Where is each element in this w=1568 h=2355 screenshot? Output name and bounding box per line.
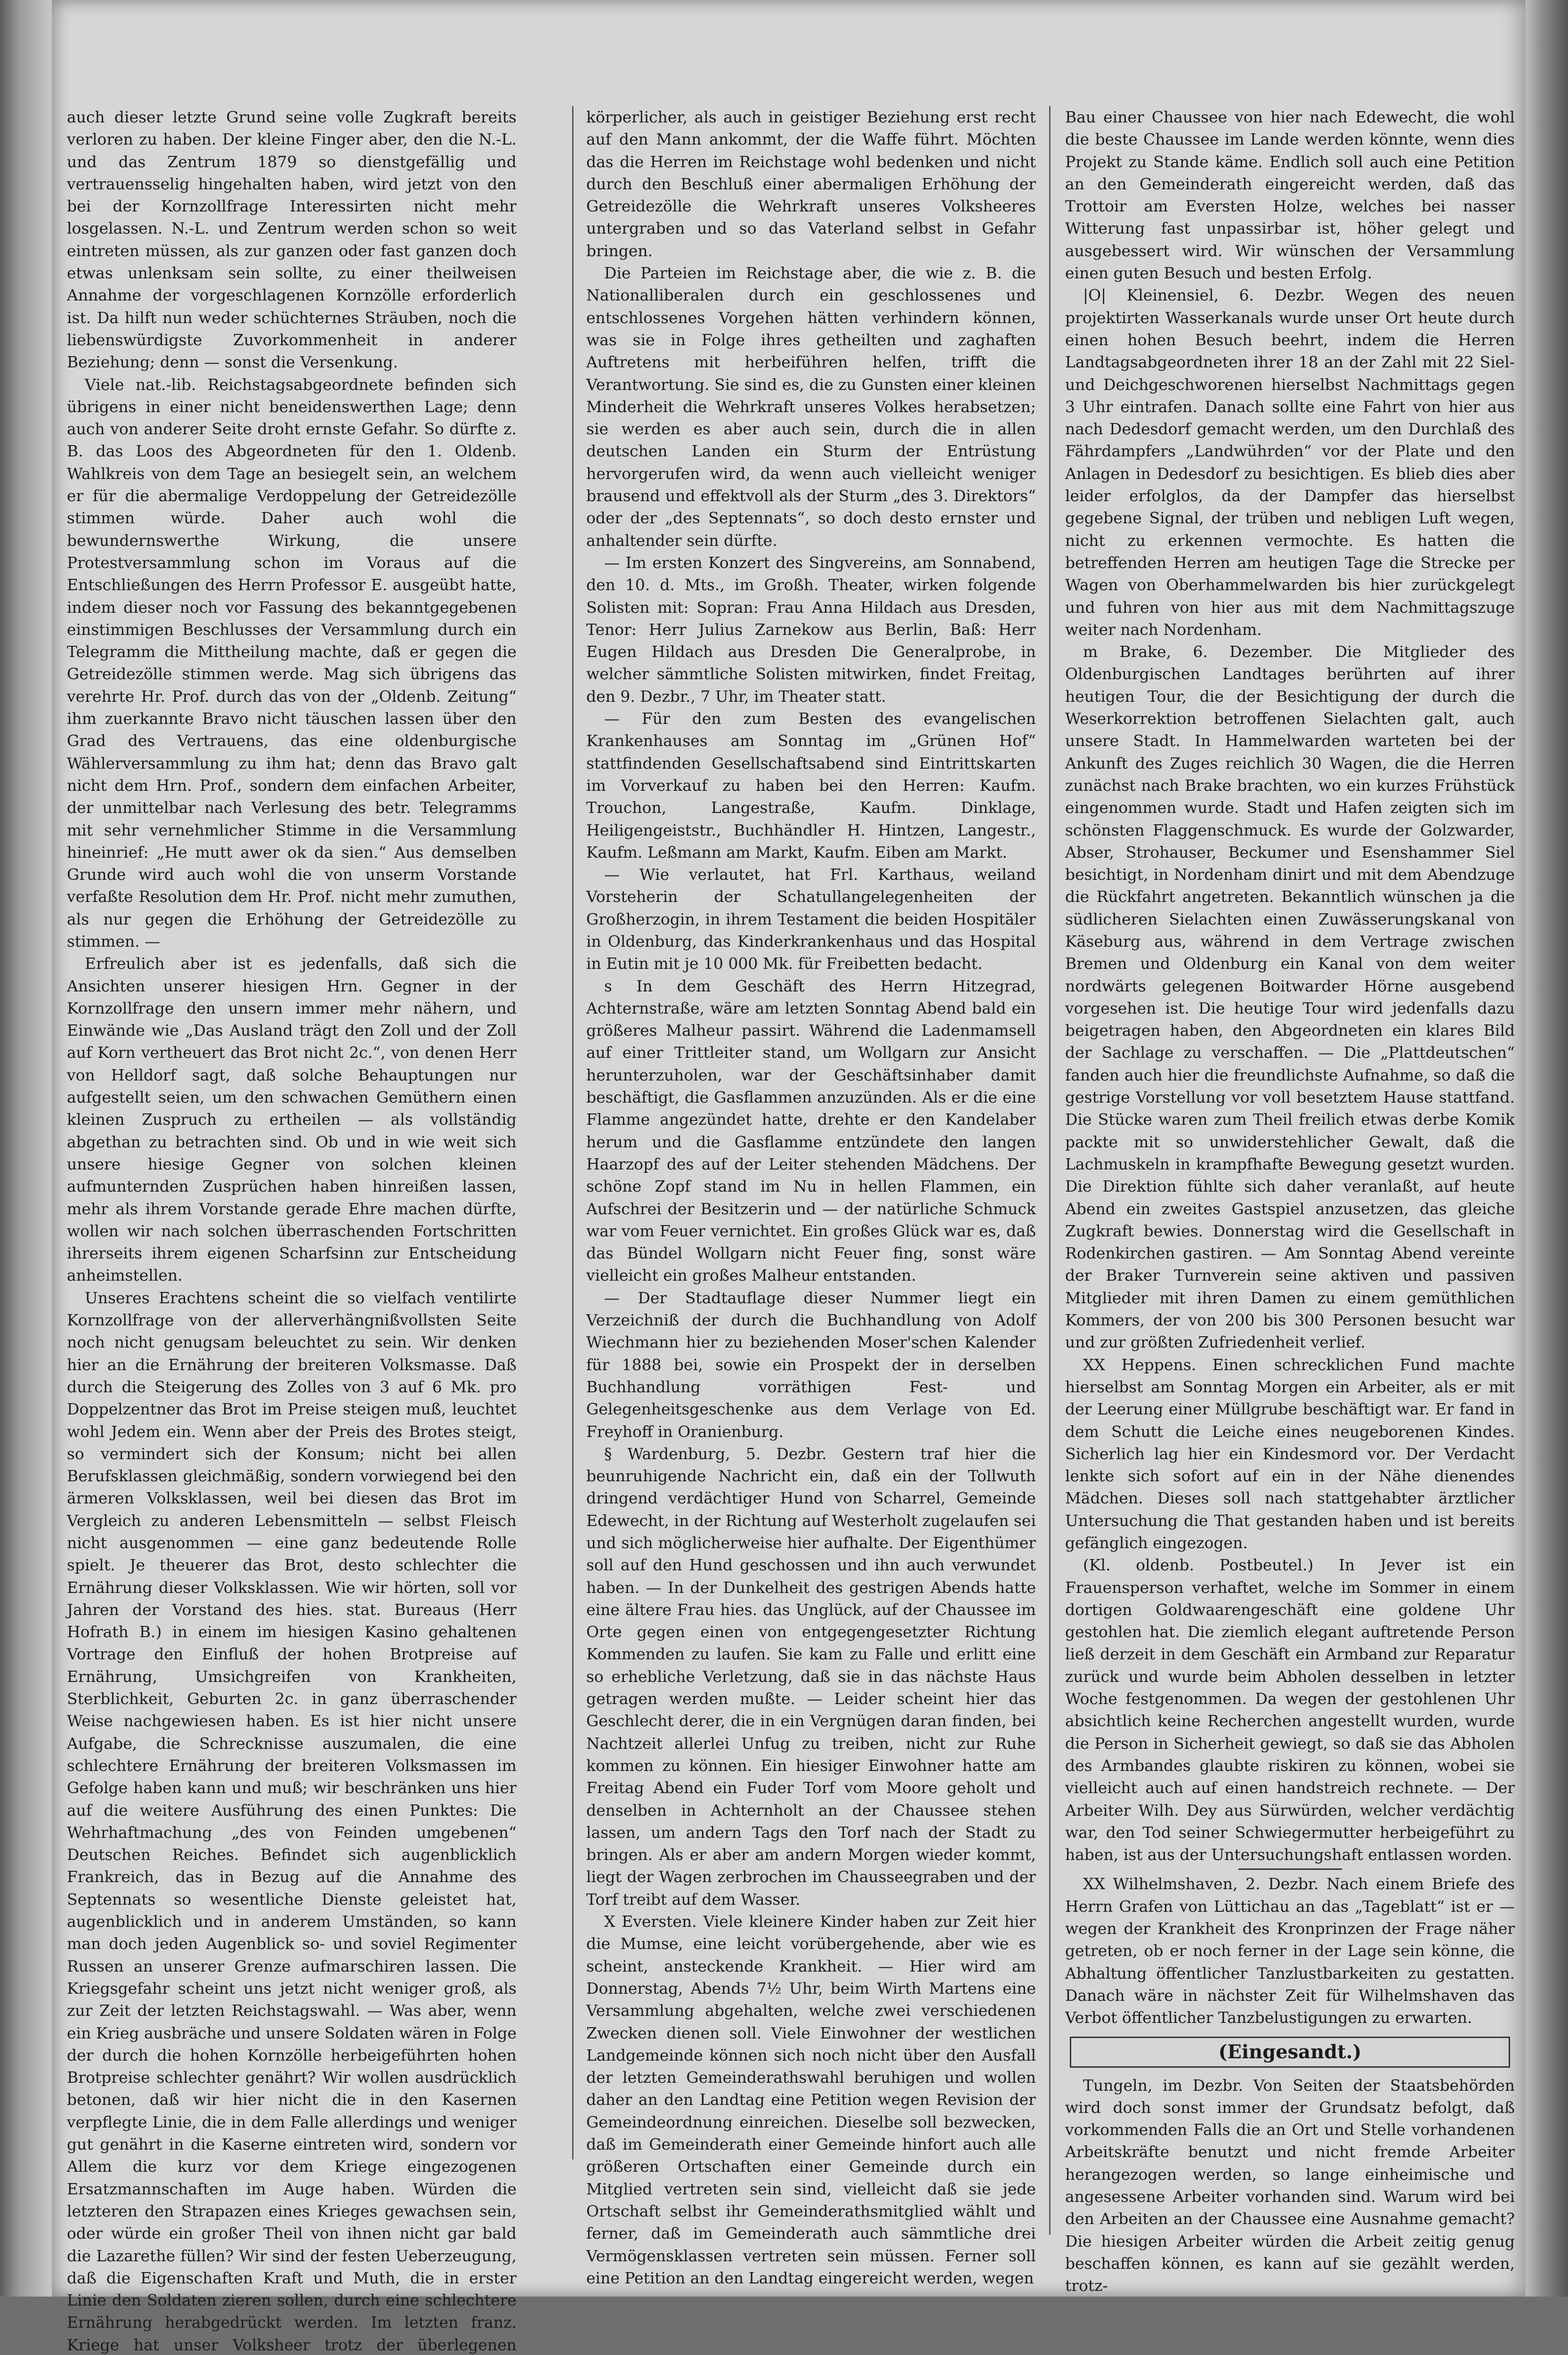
column-3 — [1065, 106, 1515, 2295]
paragraph: (Kl. oldenb. Postbeutel.) In Jever ist ein Frauensperson verhaftet, welche im Sommer in einem dortigen Goldwaarengeschäft eine goldene Uhr gestohlen hat. Die ziemlich elegant auftretende Person ließ derzeit in dem Geschäft ein Armband zur Reparatur zurück und wurde beim Abholen desselben in letzter Woche festgenommen. Da wegen der gestohlenen Uhr absichtlich keine Recherchen angestellt wurden, wurde die Person in Sicherheit gewiegt, so daß sie das Abholen des Armbandes glaubte riskiren zu können, wobei sie vielleicht auch auf einen handstreich rechnete. — Der Arbeiter Wilh. Dey aus Sürwürden, welcher verdächtig war, den Tod seiner Schwiegermutter herbeigeführt zu haben, ist aus der Untersuchungshaft entlassen worden. — [1065, 1556, 1515, 1864]
paragraph: — Der Stadtauflage dieser Nummer liegt ein Verzeichniß der durch die Buchhandlung von Adolf Wiechmann hier zu beziehenden Moser'schen Kalender für 1888 bei, sowie ein Prospekt der in derselben Buchhandlung vorräthigen Fest- und Gelegenheitsgeschenke aus dem Verlage von Ed. Freyhoff in Oranienburg. — [586, 1288, 1036, 1441]
column-rule — [1049, 106, 1051, 2235]
paragraph: Unseres Erachtens scheint die so vielfach ventilirte Kornzollfrage von der allerverhängnißvollsten Seite noch nicht genugsam beleuchtet zu sein. Wir denken hier an die Ernährung der breiteren Volksmasse. Daß durch die Steigerung des Zolles von 3 auf 6 Mk. pro Doppelzentner das Brot im Preise steigen muß, leuchtet wohl Jedem ein. Wenn aber der Preis des Brotes steigt, so vermindert sich der Konsum; nicht bei allen Berufsklassen gleichmäßig, sondern vorwiegend bei den ärmeren Volksklassen, weil bei diesen das Brot im Vergleich zu anderen Lebensmitteln — selbst Fleisch nicht ausgenommen — eine ganz bedeutende Rolle spielt. Je theuerer das Brot, desto schlechter die Ernährung dieser Volksklassen. Wie wir hörten, soll vor Jahren der Vorstand des hies. stat. Bureaus (Herr Hofrath B.) in einem im hiesigen Kasino gehaltenen Vortrage den Einfluß der hohen Brotpreise auf Ernährung, Umsichgreifen von Krankheiten, Sterblichkeit, Geburten 2c. in ganz überraschender Weise nachgewiesen haben. Es ist hier nicht unsere Aufgabe, die Schrecknisse auszumalen, die eine schlechtere Ernährung der breiteren Volksmassen im Gefolge haben kann und muß; wir beschränken uns hier auf die weitere Ausführung des einen Punktes: Die Wehrhaftmachung „des von Feinden umgebenen“ Deutschen Reiches. Befindet sich augenblicklich Frankreich, das in Bezug auf die Annahme des Septennats so wesentliche Dienste geleistet hat, augenblicklich und in anderem Umständen, so kann man doch jeden Augenblick so- und soviel Regimenter Russen an unserer Grenze aufmarschiren lassen. Die Kriegsgefahr scheint uns jetzt nicht weniger groß, als zur Zeit der letzten Reichstagswahl. — Was aber, wenn ein Krieg ausbräche und unsere Soldaten wären in Folge der durch die hohen Kornzölle herbeigeführten hohen Brotpreise schlechter genährt? Wir wollen ausdrücklich betonen, daß wir hier nicht die in den Kasernen verpflegte Linie, die in dem Falle allerdings und weniger gut genährt in die Kaserne eintreten wird, sondern vor Allem die kurz vor dem Kriege eingezogenen Ersatzmannschaften im Auge haben. Würden die letzteren den Strapazen eines Krieges gewachsen sein, oder würde ein großer Theil von ihnen nicht gar bald die Lazarethe füllen? Wir sind der festen Ueberzeugung, daß die Eigenschaften Kraft und Muth, die in erster Linie den Soldaten zieren sollen, durch eine schlechtere Ernährung herabgedrückt werden. Im letzten franz. Kriege hat unser Volksheer trotz der überlegenen — [67, 1288, 517, 2354]
column-rule — [572, 106, 574, 2160]
paragraph: Tungeln, im Dezbr. Von Seiten der Staatsbehörden wird doch sonst immer der Grundsatz befolgt, daß vorkommenden Falls die an Ort und Stelle vorhandenen Arbeitskräfte benutzt und nicht fremde Arbeiter herangezogen werden, so lange einheimische und angesessene Arbeiter vorhanden sind. Warum wird bei den Arbeiten an der Chaussee eine Ausnahme gemacht? Die hiesigen Arbeiter würden die Arbeit zeitig genug beschaffen können, es kann auf sie gezählt werden, trotz- — [1065, 2076, 1515, 2295]
paragraph: — Im ersten Konzert des Singvereins, am Sonnabend, den 10. d. Mts., im Großh. Theater, wirken folgende Solisten mit: Sopran: Frau Anna Hildach aus Dresden, Tenor: Herr Julius Zarnekow aus Berlin, Baß: Herr Eugen Hildach aus Dresden Die Generalprobe, in welcher sämmtliche Solisten mitwirken, findet Freitag, den 9. Dezbr., 7 Uhr, im Theater statt. — [586, 553, 1036, 706]
paragraph: auch dieser letzte Grund seine volle Zugkraft bereits verloren zu haben. Der kleine Finger aber, den die N.-L. und das Zentrum 1879 so dienstgefällig und vertrauensselig hingehalten haben, wird jetzt von den bei der Kornzollfrage Interessirten nicht mehr losgelassen. N.-L. und Zentrum werden schon so weit eintreten müssen, als zur ganzen oder fast ganzen doch etwas unlenksam sein sollte, zu einer theilweisen Annahme der vorgeschlagenen Kornzölle erforderlich ist. Da hilft nun weder schüchternes Sträuben, noch die liebenswürdigste Zuvorkommenheit in anderer Beziehung; denn — sonst die Versenkung. — [67, 108, 517, 372]
column-2 — [586, 106, 1036, 2287]
paragraph: XX Wilhelmshaven, 2. Dezbr. Nach einem Briefe des Herrn Grafen von Lüttichau an das „Tageblatt“ ist er — wegen der Krankheit des Kronprinzen der Frage näher getreten, ob er noch ferner in der Lage sein könne, die Abhaltung öffentlicher Tanzlustbarkeiten zu gestatten. Danach wäre in nächster Zeit für Wilhelmshaven das Verbot öffentlicher Tanzbelustigungen zu erwarten. — [1065, 1875, 1515, 2027]
column-1 — [67, 106, 517, 2354]
section-title-eingesandt: (Eingesandt.) — [1070, 2037, 1510, 2068]
paragraph: X Eversten. Viele kleinere Kinder haben zur Zeit hier die Mumse, eine leicht vorübergehende, aber wie es scheint, ansteckende Krankheit. — Hier wird am Donnerstag, Abends 7½ Uhr, beim Wirth Martens eine Versammlung abgehalten, welche zwei verschiedenen Zwecken dienen soll. Viele Einwohner der westlichen Landgemeinde können sich noch nicht über den Ausfall der letzten Gemeinderathswahl beruhigen und wollen daher an den Landtag eine Petition wegen Revision der Gemeindeordnung einreichen. Dieselbe soll bezwecken, daß im Gemeinderath einer Gemeinde hinfort auch alle größeren Ortschaften einer Gemeinde durch ein Mitglied vertreten sein sind, vielleicht daß sie jede Ortschaft selbst ihr Gemeinderathsmitglied wählt und ferner, daß im Gemeinderath auch sämmtliche drei Vermögensklassen vertreten sein müssen. Ferner soll eine Petition an den Landtag eingereicht werden, wegen — [586, 1912, 1036, 2287]
page-edge — [1526, 0, 1568, 2297]
paragraph: s In dem Geschäft des Herrn Hitzegrad, Achternstraße, wäre am letzten Sonntag Abend bald ein größeres Malheur passirt. Während die Ladenmamsell auf einer Trittleiter stand, um Wollgarn zur Ansicht herunterzuholen, war der Geschäftsinhaber damit beschäftigt, die Gasflammen anzuzünden. Als er die eine Flamme angezündet hatte, drehte er den Kandelaber herum und die Gasflamme entzündete den langen Haarzopf des auf der Leiter stehenden Mädchens. Der schöne Zopf stand im Nu in hellen Flammen, ein Aufschrei der Besitzerin und — der natürliche Schmuck war vom Feuer vernichtet. Ein großes Glück war es, daß das Bündel Wollgarn nicht Feuer fing, sonst wäre vielleicht ein großes Malheur entstanden. — [586, 976, 1036, 1285]
separator-line — [1238, 1868, 1342, 1870]
paragraph: |O| Kleinensiel, 6. Dezbr. Wegen des neuen projektirten Wasserkanals wurde unser Ort heute durch einen hohen Besuch beehrt, indem die Herren Landtagsabgeordneten ihrer 18 an der Zahl mit 22 Siel- und Deichgeschworenen hierselbst Nachmittags gegen 3 Uhr eintrafen. Danach sollte eine Fahrt von hier aus nach Dedesdorf gemacht werden, um den Durchlaß des Fährdampfers „Landwührden“ vor der Plate und den Anlagen in Dedesdorf zu besichtigen. Es blieb dies aber leider erfolglos, da der Dampfer das hierselbst gegebene Signal, der trüben und nebligen Luft wegen, nicht zu erkennen vermochte. Es hatten die betreffenden Herren am heutigen Tage die Strecke per Wagen von Oberhammelwarden bis hier zurückgelegt und fuhren von hier aus mit dem Nachmittagszuge weiter nach Nordenham. — [1065, 286, 1515, 639]
paragraph: § Wardenburg, 5. Dezbr. Gestern traf hier die beunruhigende Nachricht ein, daß ein der Tollwuth dringend verdächtiger Hund von Scharrel, Gemeinde Edewecht, in der Richtung auf Westerholt zugelaufen sei und sich möglicherweise hier aufhalte. Der Eigenthümer soll auf den Hund geschossen und ihn auch verwundet haben. — In der Dunkelheit des gestrigen Abends hatte eine ältere Frau hies. das Unglück, auf der Chaussee im Orte gegen einen von entgegengesetzter Richtung Kommenden zu laufen. Sie kam zu Falle und erlitt eine so erhebliche Verletzung, daß sie in das nächste Haus getragen werden mußte. — Leider scheint hier das Geschlecht derer, die in ein Vergnügen daran finden, bei Nachtzeit allerlei Unfug zu treiben, nicht zur Ruhe kommen zu können. Ein hiesiger Einwohner hatte am Freitag Abend ein Fuder Torf vom Moore geholt und denselben in Achternholt an der Chaussee stehen lassen, um andern Tags den Torf nach der Stadt zu bringen. Als er aber am andern Morgen wieder kommt, liegt der Wagen zerbrochen im Chausseegraben und der Torf treibt auf dem Wasser. — [586, 1444, 1036, 1908]
paragraph: Die Parteien im Reichstage aber, die wie z. B. die Nationalliberalen durch ein geschlossenes und entschlossenes Vorgehen hätten verhindern können, was sie in Folge ihres getheilten und zaghaften Auftretens mit herbeiführen helfen, trifft die Verantwortung. Sie sind es, die zu Gunsten einer kleinen Minderheit die Wehrkraft unseres Volkes herabsetzen; sie werden es aber auch sein, durch die in allen deutschen Landen ein Sturm der Entrüstung hervorgerufen wird, da wenn auch vielleicht weniger brausend und effektvoll als der Sturm „des 3. Direktors“ oder der „des Septennats“, so doch desto ernster und anhaltender sein dürfte. — [586, 264, 1036, 550]
paragraph: Viele nat.-lib. Reichstagsabgeordnete befinden sich übrigens in einer nicht beneidenswerthen Lage; denn auch von anderer Seite droht ernste Gefahr. So dürfte z. B. das Loos des Abgeordneten für den 1. Oldenb. Wahlkreis von dem Tage an besiegelt sein, an welchem er für die abermalige Verdoppelung der Getreidezölle stimmen würde. Daher auch wohl die bewundernswerthe Wirkung, die unsere Protestversammlung schon im Voraus auf die Entschließungen des Herrn Professor E. ausgeübt hatte, indem dieser noch vor Fassung des bekanntgegebenen einstimmigen Beschlusses der Versammlung durch ein Telegramm die Mittheilung machte, daß er gegen die Getreidezölle stimmen werde. Mag sich übrigens das verehrte Hr. Prof. durch das von der „Oldenb. Zeitung“ ihm zuerkannte Bravo nicht täuschen lassen über den Grad des Vertrauens, das eine oldenburgische Wählerversammlung zu ihm hat; denn das Bravo galt nicht dem Hrn. Prof., sondern dem einfachen Arbeiter, der unmittelbar nach Verlesung des betr. Telegramms mit sehr vernehmlicher Stimme in die Versammlung hineinrief: „He mutt awer ok da sien.“ Aus demselben Grunde wird auch wohl die von unserm Vorstande verfaßte Resolution dem Hr. Prof. nicht mehr zumuthen, als nur gegen die Erhöhung der Getreidezölle zu stimmen. — — [67, 375, 517, 950]
paragraph: Bau einer Chaussee von hier nach Edewecht, die wohl die beste Chaussee im Lande werden könnte, wenn dies Projekt zu Stande käme. Endlich soll auch eine Petition an den Gemeinderath eingereicht werden, daß das Trottoir am Eversten Holze, welches bei nasser Witterung fast unpassirbar ist, höher gelegt und ausgebessert wird. Wir wünschen der Versammlung einen guten Besuch und besten Erfolg. — [1065, 108, 1515, 283]
paragraph: Erfreulich aber ist es jedenfalls, daß sich die Ansichten unserer hiesigen Hrn. Gegner in der Kornzollfrage den unsern immer mehr nähern, und Einwände wie „Das Ausland trägt den Zoll und der Zoll auf Korn vertheuert das Brot nicht 2c.“, von denen Herr von Helldorf sagt, daß solche Behauptungen nur aufgestellt seien, um den schwachen Gemüthern einen kleinen Zuspruch zu ertheilen — als vollständig abgethan zu betrachten sind. Ob und in wie weit sich unsere hiesige Gegner von solchen kleinen aufmunternden Zusprüchen haben hinreißen lassen, mehr als ihrem Vorstande gerade Ehre machen dürfte, wollen wir nach solchen überraschenden Fortschritten ihrerseits ihrem eigenen Scharfsinn zur Entscheidung anheimstellen. — [67, 954, 517, 1285]
paragraph: — Wie verlautet, hat Frl. Karthaus, weiland Vorsteherin der Schatullangelegenheiten der Großherzogin, in ihrem Testament die beiden Hospitäler in Oldenburg, das Kinderkrankenhaus und das Hospital in Eutin mit je 10 000 Mk. für Freibetten bedacht. — [586, 865, 1036, 973]
paragraph: m Brake, 6. Dezember. Die Mitglieder des Oldenburgischen Landtages berührten auf ihrer heutigen Tour, die der Besichtigung der durch die Weserkorrektion betroffenen Sielachten galt, auch unsere Stadt. In Hammelwarden warteten bei der Ankunft des Zuges reichlich 30 Wagen, die die Herren zunächst nach Brake brachten, wo ein kurzes Frühstück eingenommen wurde. Stadt und Hafen zeigten sich im schönsten Flaggenschmuck. Es wurde der Golzwarder, Abser, Strohauser, Beckumer und Esenshammer Siel besichtigt, in Nordenham dinirt und mit dem Abendzuge die Rückfahrt angetreten. Bekanntlich wünschen ja die südlicheren Sielachten einen Zuwässerungskanal von Käseburg aus, während in dem Vertrage zwischen Bremen und Oldenburg ein Kanal von dem weiter nordwärts gelegenen Boitwarder Hörne ausgebend vorgesehen ist. Die heutige Tour wird jedenfalls dazu beigetragen haben, den Abgeordneten ein klares Bild der Sachlage zu verschaffen. — Die „Plattdeutschen“ fanden auch hier die freundlichste Aufnahme, so daß die gestrige Vorstellung vor voll besetztem Hause stattfand. Die Stücke waren zum Theil freilich etwas derbe Komik packte mit so unwiderstehlicher Gewalt, daß die Lachmuskeln in krampfhafte Bewegung gesetzt wurden. Die Direktion fühlte sich daher veranlaßt, auf heute Abend ein zweites Gastspiel anzusetzen, das gleiche Zugkraft bewies. Donnerstag wird die Gesellschaft in Rodenkirchen gastiren. — Am Sonntag Abend vereinte der Braker Turnverein seine aktiven und passiven Mitglieder mit ihren Damen zu einem gemüthlichen Kommers, der von 200 bis 300 Personen besucht war und zur größten Zufriedenheit verlief. — [1065, 642, 1515, 1352]
paragraph: — Für den zum Besten des evangelischen Krankenhauses am Sonntag im „Grünen Hof“ stattfindenden Gesellschaftsabend sind Eintrittskarten im Vorverkauf zu haben bei den Herren: Kaufm. Trouchon, Langestraße, Kaufm. Dinklage, Heiligengeiststr., Buchhändler H. Hintzen, Langestr., Kaufm. Leßmann am Markt, Kaufm. Eiben am Markt. — [586, 709, 1036, 861]
paragraph: XX Heppens. Einen schrecklichen Fund machte hierselbst am Sonntag Morgen ein Arbeiter, als er mit der Leerung einer Müllgrube beschäftigt war. Er fand in dem Schutt die Leiche eines neugeborenen Kindes. Sicherlich lag hier ein Kindesmord vor. Der Verdacht lenkte sich sofort auf ein in der Nähe dienendes Mädchen. Dieses soll nach stattgehabter ärztlicher Untersuchung die That gestanden haben und ist bereits gefänglich eingezogen. — [1065, 1355, 1515, 1552]
paragraph: körperlicher, als auch in geistiger Beziehung erst recht auf den Mann ankommt, der die Waffe führt. Möchten das die Herren im Reichstage wohl bedenken und nicht durch den Beschluß einer abermaligen Erhöhung der Getreidezölle die Wehrkraft unseres Volksheeres untergraben und so das Vaterland selbst in Gefahr bringen. — [586, 108, 1036, 260]
